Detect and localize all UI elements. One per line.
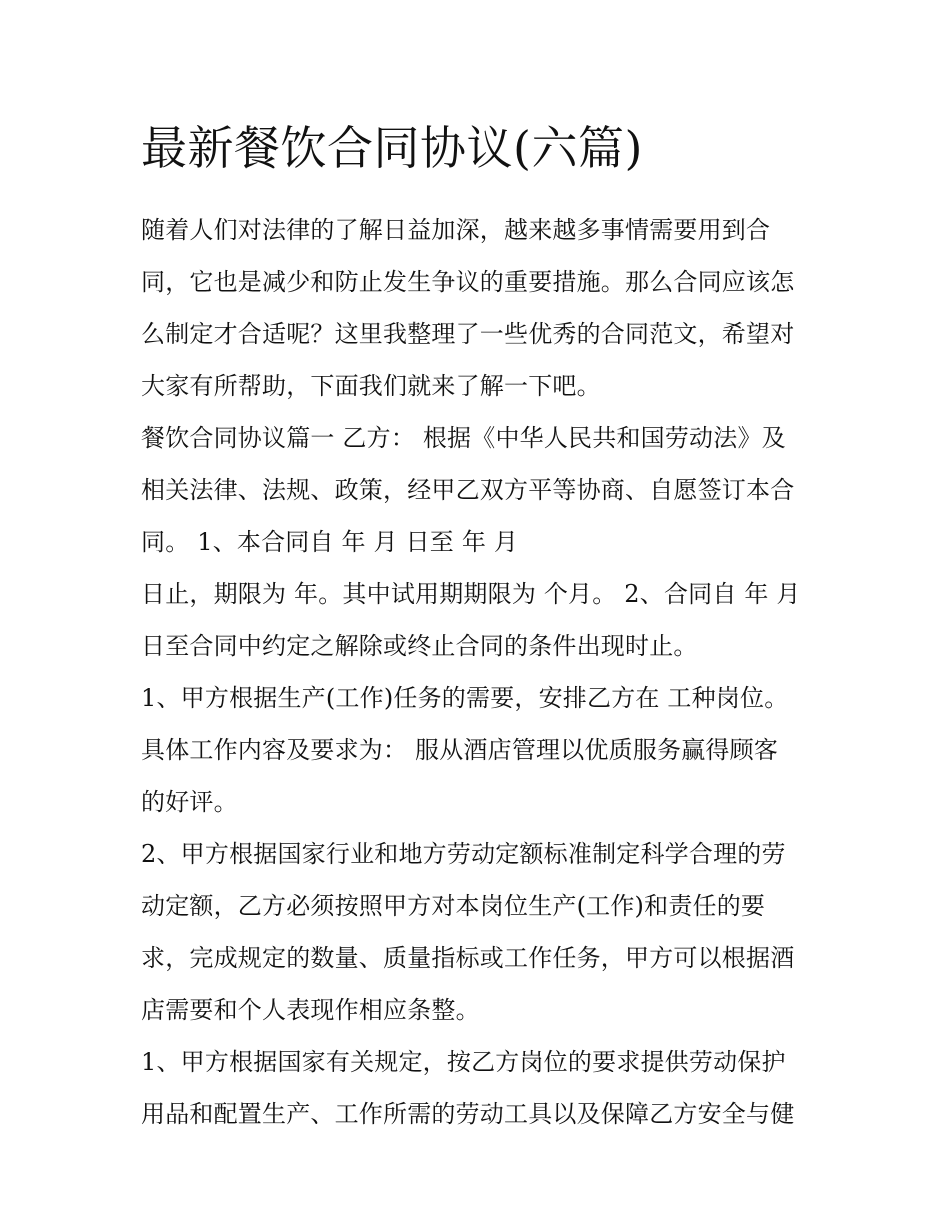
- text-line: 1、甲方根据生产(工作)任务的需要，安排乙方在 工种岗位。: [141, 684, 789, 712]
- text-line: 店需要和个人表现作相应条整。: [141, 996, 480, 1024]
- text-line: 1、甲方根据国家有关规定，按乙方岗位的要求提供劳动保护: [141, 1048, 786, 1076]
- text-line: 日止，期限为 年。其中试用期期限为 个月。 2、合同自 年 月: [141, 580, 801, 608]
- text-line: 2、甲方根据国家行业和地方劳动定额标准制定科学合理的劳: [141, 840, 786, 868]
- text-line: 么制定才合适呢？这里我整理了一些优秀的合同范文，希望对: [141, 320, 795, 348]
- text-line: 随着人们对法律的了解日益加深，越来越多事情需要用到合: [141, 216, 771, 244]
- document-title: 最新餐饮合同协议(六篇): [141, 121, 643, 175]
- text-line: 同，它也是减少和防止发生争议的重要措施。那么合同应该怎: [141, 268, 795, 296]
- text-line: 动定额，乙方必须按照甲方对本岗位生产(工作)和责任的要: [141, 892, 766, 920]
- text-line: 日至合同中约定之解除或终止合同的条件出现时止。: [141, 632, 698, 660]
- text-line: 求，完成规定的数量、质量指标或工作任务，甲方可以根据酒: [141, 944, 795, 972]
- text-line: 大家有所帮助，下面我们就来了解一下吧。: [141, 372, 601, 400]
- text-line: 的好评。: [141, 788, 238, 816]
- text-line: 具体工作内容及要求为： 服从酒店管理以优质服务赢得顾客: [141, 736, 779, 764]
- text-line: 相关法律、法规、政策，经甲乙双方平等协商、自愿签订本合: [141, 476, 795, 504]
- text-line: 同。 1、本合同自 年 月 日至 年 月: [141, 528, 519, 556]
- text-line: 餐饮合同协议篇一 乙方： 根据《中华人民共和国劳动法》及: [141, 424, 786, 452]
- document-body: [141, 112, 821, 1140]
- text-line: 用品和配置生产、工作所需的劳动工具以及保障乙方安全与健: [141, 1100, 795, 1128]
